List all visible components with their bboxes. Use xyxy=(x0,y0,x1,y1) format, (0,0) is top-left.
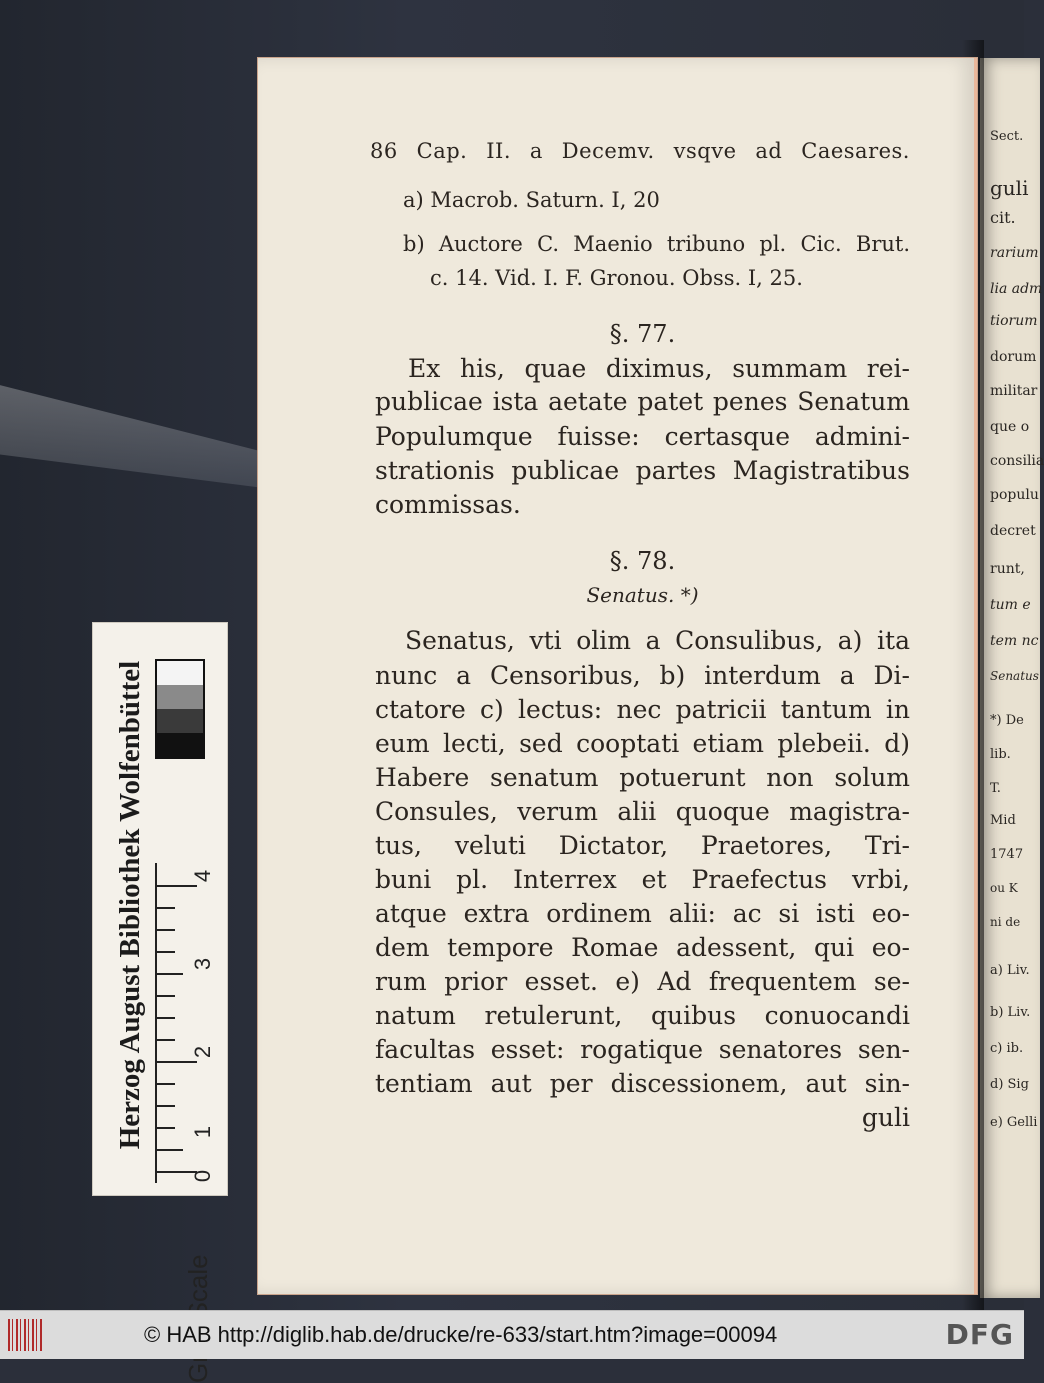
facing-fragment: que o xyxy=(990,419,1030,435)
facing-fragment: ou K xyxy=(990,881,1018,895)
paragraph-line: commissas. xyxy=(375,490,521,519)
barcode-icon xyxy=(8,1319,44,1351)
paragraph-line: natum retulerunt, quibus conuocandi xyxy=(375,1001,910,1030)
facing-fragment: lib. xyxy=(990,747,1011,762)
facing-fragment: e) Gelli xyxy=(990,1115,1038,1130)
dfg-logo: DFG xyxy=(945,1318,1014,1351)
facing-fragment: b) Liv. xyxy=(990,1005,1031,1020)
facing-fragment: populu xyxy=(990,487,1039,503)
ruler-number: 4 xyxy=(190,869,215,883)
paragraph-line: Habere senatum potuerunt non solum xyxy=(375,763,910,792)
paragraph-line: atque extra ordinem alii: ac si isti eo- xyxy=(375,899,910,928)
facing-fragment: cit. xyxy=(990,208,1016,227)
paragraph-line: rum prior esset. e) Ad frequentem se- xyxy=(375,967,910,996)
paragraph-line: facultas esset: rogatique senatores sen- xyxy=(375,1035,910,1064)
gray-scale-swatches xyxy=(155,659,205,759)
ruler-number: 1 xyxy=(190,1125,215,1139)
facing-fragment: guli xyxy=(990,176,1029,200)
facing-fragment: d) Sig xyxy=(990,1077,1029,1092)
paragraph-line: Ex his, quae diximus, summam rei- xyxy=(408,354,910,383)
footnote-b: b) Auctore C. Maenio tribuno pl. Cic. Brut. xyxy=(403,232,910,256)
facing-fragment: *) De xyxy=(990,713,1024,728)
facing-fragment: decret xyxy=(990,523,1036,539)
facing-page-edge xyxy=(980,58,1044,1298)
catchword: guli xyxy=(861,1103,910,1132)
ruler-number: 3 xyxy=(190,957,215,971)
facing-fragment: ni de xyxy=(990,915,1021,929)
section-heading-78: §. 78. xyxy=(609,547,676,575)
facing-fragment: dorum xyxy=(990,349,1037,365)
footnote-b-continued: c. 14. Vid. I. F. Gronou. Obss. I, 25. xyxy=(430,266,803,290)
running-head: 86 Cap. II. a Decemv. vsqve ad Caesares. xyxy=(370,139,910,163)
facing-fragment: runt, xyxy=(990,561,1025,577)
paragraph-line: nunc a Censoribus, b) interdum a Di- xyxy=(375,661,910,690)
paragraph-line: Consules, verum alii quoque magistra- xyxy=(375,797,910,826)
paragraph-line: Senatus, vti olim a Consulibus, a) ita xyxy=(405,626,910,655)
paragraph-line: buni pl. Interrex et Praefectus vrbi, xyxy=(375,865,910,894)
facing-fragment: Sect. xyxy=(990,129,1024,144)
ruler-institution-label: Herzog August Bibliothek Wolfenbüttel xyxy=(114,660,146,1150)
facing-fragment: 1747 xyxy=(990,847,1024,862)
facing-fragment: a) Liv. xyxy=(990,963,1030,978)
paragraph-line: dem tempore Romae adessent, qui eo- xyxy=(375,933,910,962)
paragraph-line: ctatore c) lectus: nec patricii tantum in xyxy=(375,695,910,724)
facing-fragment: tum e xyxy=(990,597,1031,613)
footnote-a: a) Macrob. Saturn. I, 20 xyxy=(403,188,660,212)
paragraph-line: publicae ista aetate patet penes Senatum xyxy=(375,387,910,416)
section-heading-77: §. 77. xyxy=(609,320,676,348)
paragraph-line: strationis publicae partes Magistratibus xyxy=(375,456,910,485)
paragraph-line: tentiam aut per discessionem, aut sin- xyxy=(375,1069,910,1098)
facing-fragment: militar xyxy=(990,383,1038,399)
paragraph-line: eum lecti, sed cooptati etiam plebeii. d) xyxy=(375,729,910,758)
facing-fragment: consilia xyxy=(990,453,1044,469)
facing-fragment: rarium xyxy=(990,245,1039,261)
ruler-number: 2 xyxy=(190,1045,215,1059)
facing-fragment: lia adm xyxy=(990,281,1043,297)
facing-fragment: Mid xyxy=(990,813,1016,828)
section-subtitle: Senatus. *) xyxy=(586,583,699,607)
paragraph-line: Populumque fuisse: certasque admini- xyxy=(375,422,910,451)
paragraph-line: tus, veluti Dictator, Praetores, Tri- xyxy=(375,831,910,860)
facing-fragment: tem nc xyxy=(990,633,1039,649)
facing-fragment: T. xyxy=(990,781,1001,796)
ruler-card xyxy=(92,622,228,1196)
footer-bar xyxy=(0,1310,1024,1359)
facing-fragment: c) ib. xyxy=(990,1041,1024,1056)
copyright-link[interactable]: © HAB http://diglib.hab.de/drucke/re-633/start.htm?image=00094 xyxy=(144,1322,778,1347)
facing-fragment: Senatus xyxy=(990,669,1039,683)
facing-fragment: tiorum xyxy=(990,313,1038,329)
ruler-number: 0 xyxy=(190,1169,215,1183)
